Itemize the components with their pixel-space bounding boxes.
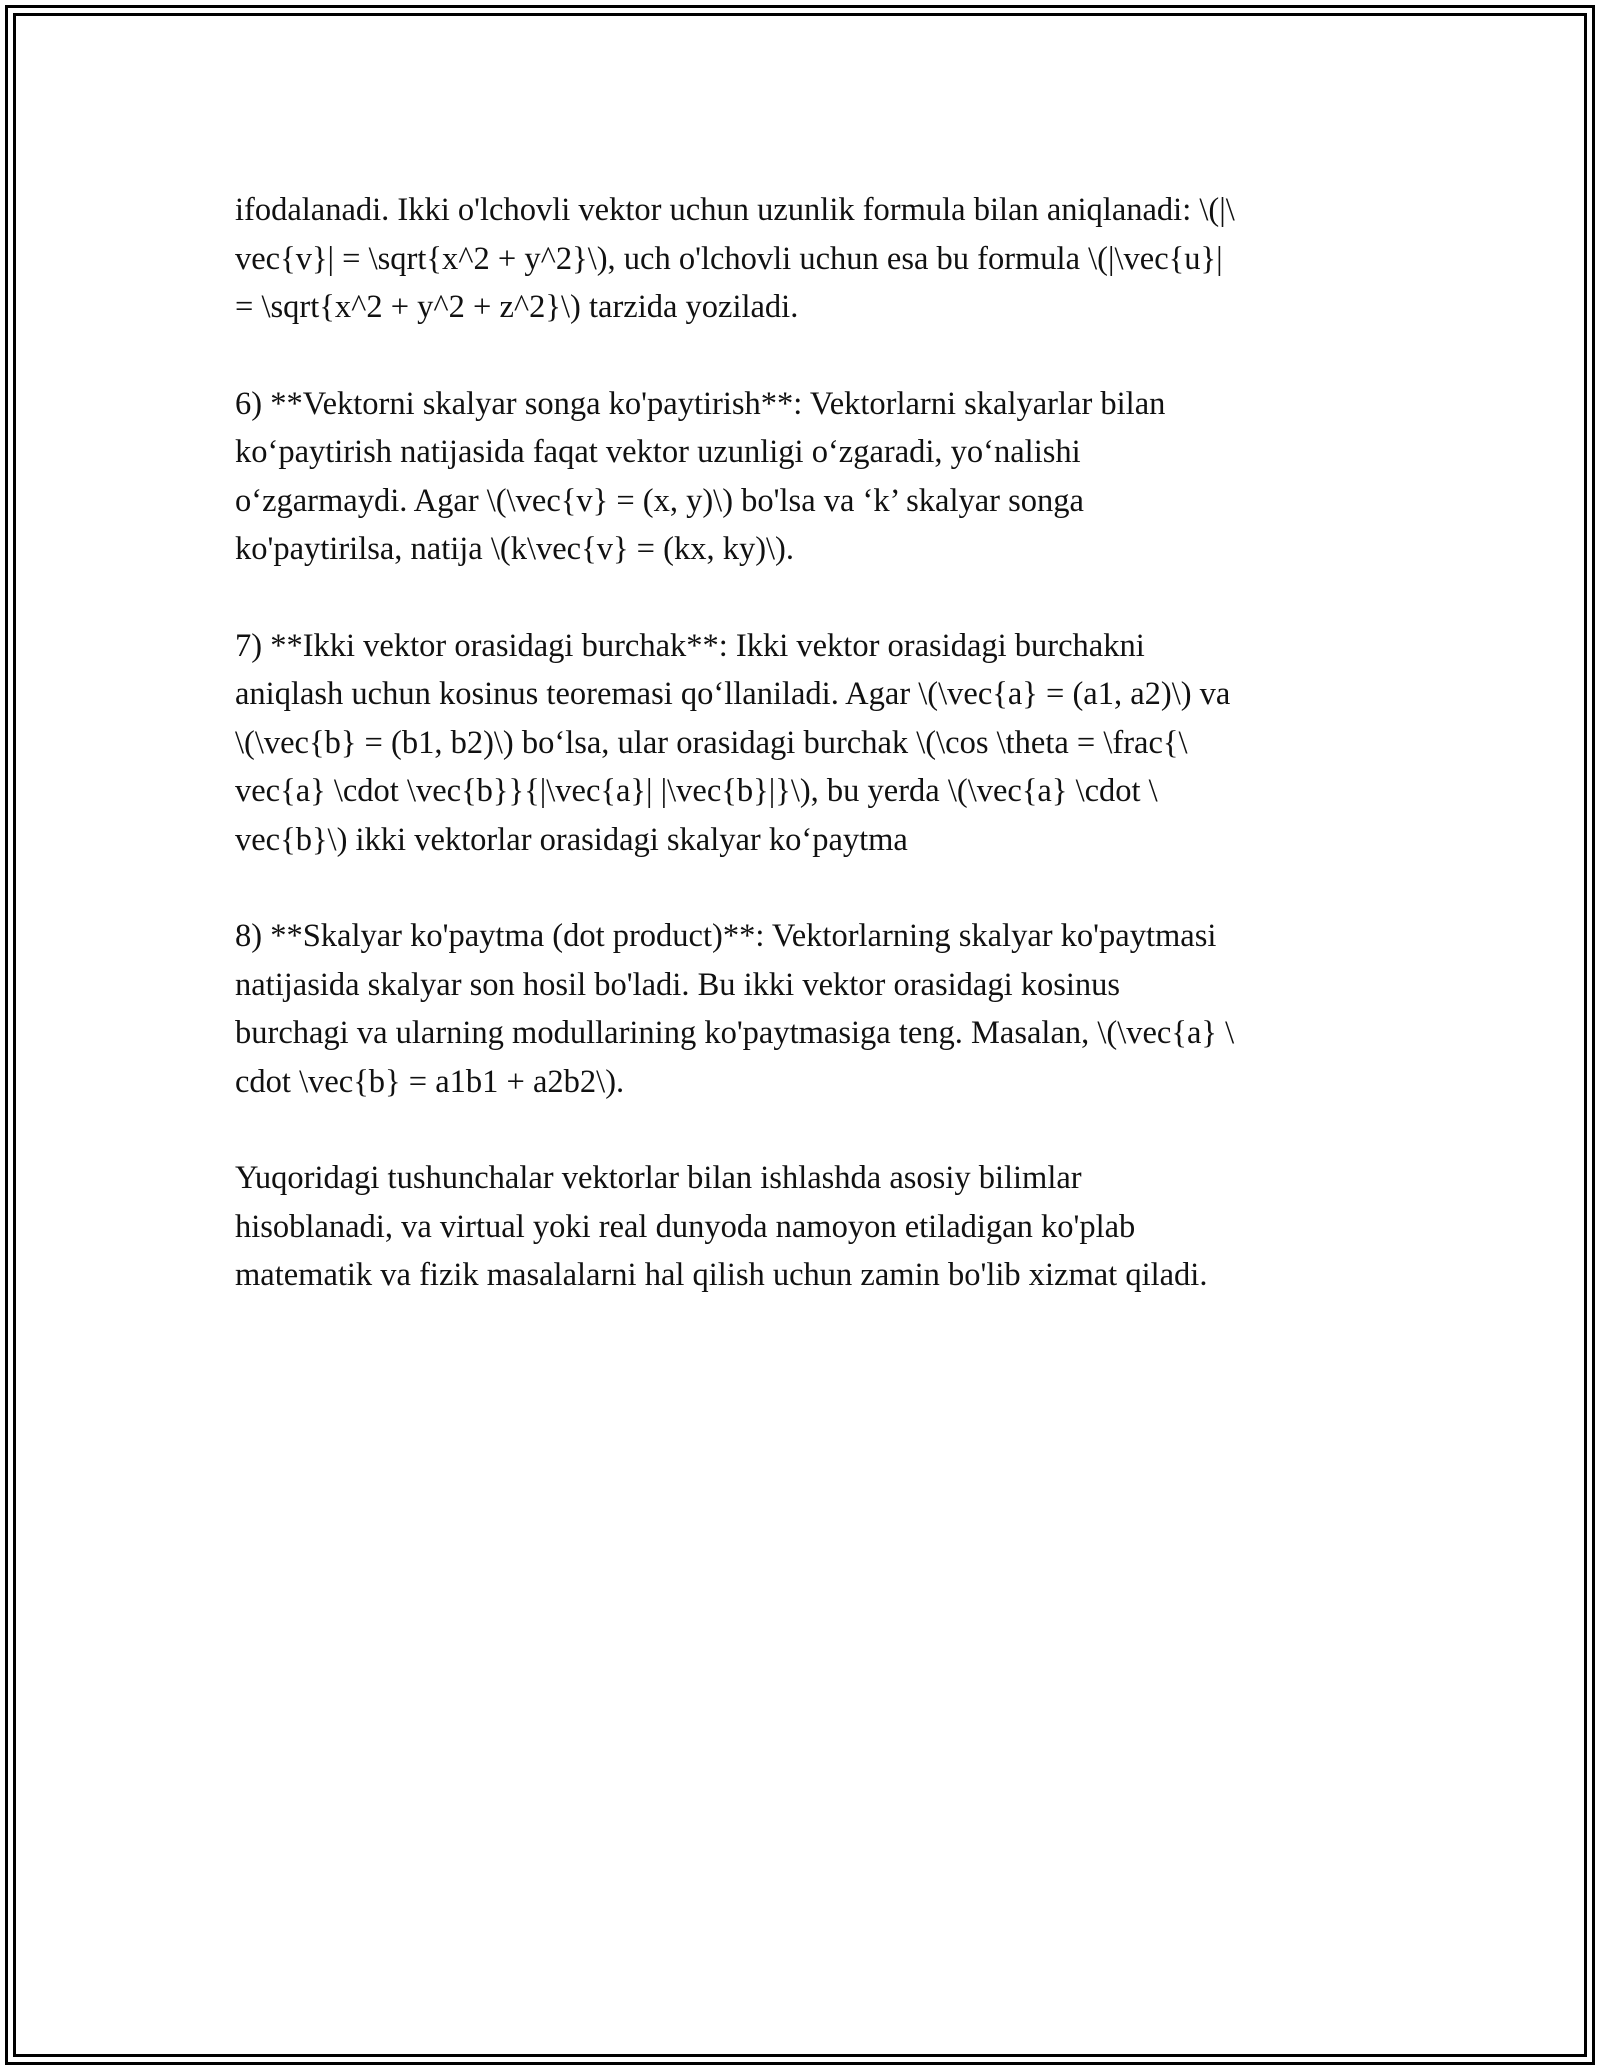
text-line: vec{a} \cdot \vec{b}}{|\vec{a}| |\vec{b}|}\), bu yerda \(\vec{a} \cdot \ bbox=[235, 773, 1158, 809]
text-line: natijasida skalyar son hosil bo'ladi. Bu ikki vektor orasidagi kosinus bbox=[235, 966, 1121, 1003]
document-body bbox=[235, 186, 1375, 1348]
text-line: matematik va fizik masalalarni hal qilish uchun zamin bo'lib xizmat qiladi. bbox=[235, 1257, 1208, 1293]
text-line: hisoblanadi, va virtual yoki real dunyoda namoyon etiladigan ko'plab bbox=[235, 1208, 1136, 1245]
text-line: = \sqrt{x^2 + y^2 + z^2}\) tarzida yoziladi. bbox=[235, 289, 799, 325]
text-line: \(\vec{b} = (b1, b2)\) bo‘lsa, ular orasidagi burchak \(\cos \theta = \frac{\ bbox=[235, 724, 1188, 761]
paragraph-dot-product bbox=[235, 912, 1375, 1106]
paragraph-vector-length bbox=[235, 186, 1375, 332]
paragraph-scalar-multiplication bbox=[235, 380, 1375, 574]
paragraph-angle-between-vectors bbox=[235, 622, 1375, 865]
text-line: ko'paytirilsa, natija \(k\vec{v} = (kx, ky)\). bbox=[235, 531, 794, 567]
text-line: vec{b}\) ikki vektorlar orasidagi skalyar ko‘paytma bbox=[235, 821, 908, 858]
text-line: vec{v}| = \sqrt{x^2 + y^2}\), uch o'lchovli uchun esa bu formula \(|\vec{u}| bbox=[235, 240, 1223, 277]
text-line: cdot \vec{b} = a1b1 + a2b2\). bbox=[235, 1063, 625, 1100]
text-line: 6) **Vektorni skalyar songa ko'paytirish**: Vektorlarni skalyarlar bilan bbox=[235, 385, 1166, 422]
text-line: ifodalanadi. Ikki o'lchovli vektor uchun uzunlik formula bilan aniqlanadi: \(|\ bbox=[235, 192, 1235, 228]
text-line: aniqlash uchun kosinus teoremasi qo‘llaniladi. Agar \(\vec{a} = (a1, a2)\) va bbox=[235, 676, 1231, 712]
text-line: Yuqoridagi tushunchalar vektorlar bilan ishlashda asosiy bilimlar bbox=[235, 1160, 1082, 1196]
text-line: o‘zgarmaydi. Agar \(\vec{v} = (x, y)\) bo'lsa va ‘k’ skalyar songa bbox=[235, 482, 1084, 519]
text-line: 8) **Skalyar ko'paytma (dot product)**: Vektorlarning skalyar ko'paytmasi bbox=[235, 918, 1217, 954]
text-line: 7) **Ikki vektor orasidagi burchak**: Ikki vektor orasidagi burchakni bbox=[235, 627, 1145, 664]
text-line: ko‘paytirish natijasida faqat vektor uzunligi o‘zgaradi, yo‘nalishi bbox=[235, 434, 1081, 470]
paragraph-conclusion bbox=[235, 1154, 1375, 1300]
text-line: burchagi va ularning modullarining ko'paytmasiga teng. Masalan, \(\vec{a} \ bbox=[235, 1015, 1235, 1051]
